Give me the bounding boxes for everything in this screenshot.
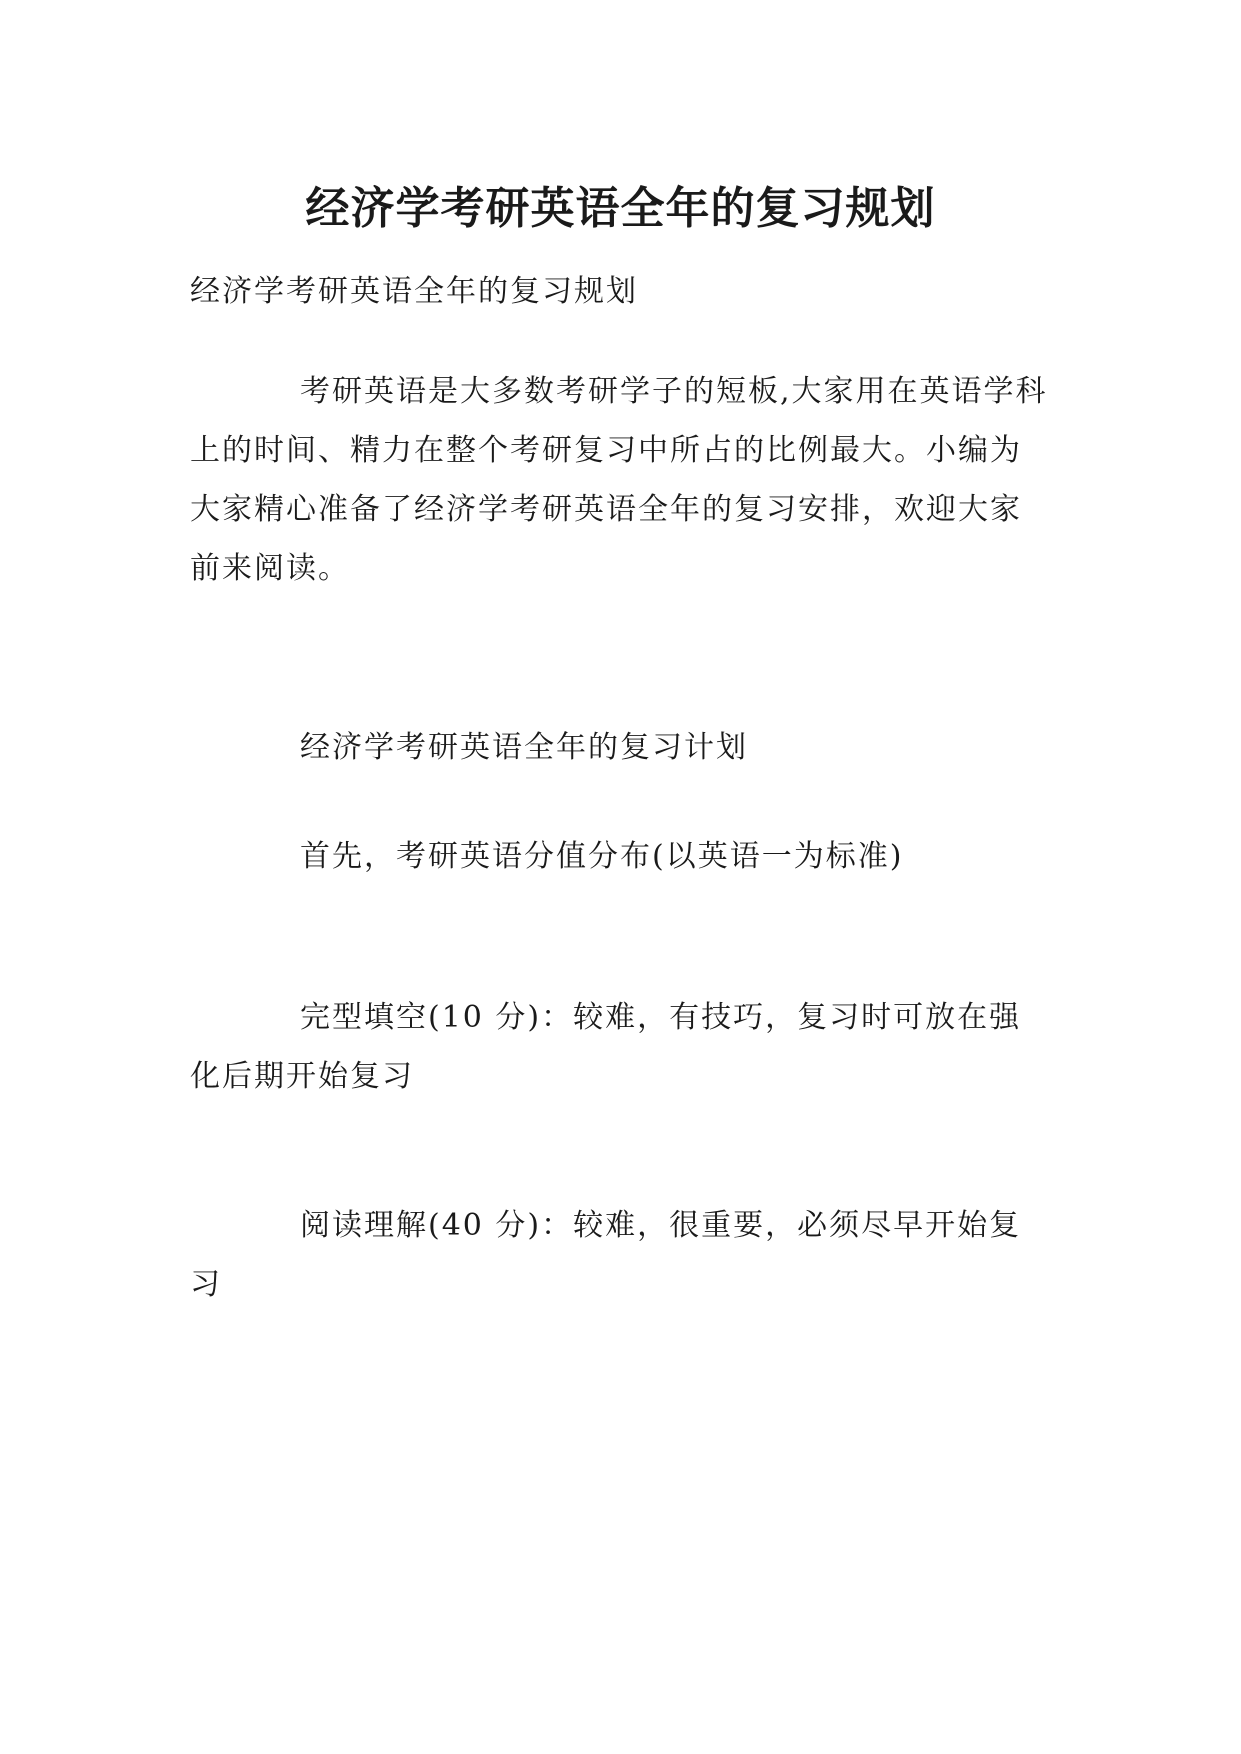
subtitle-paragraph: 经济学考研英语全年的复习规划	[190, 274, 638, 309]
document-title: 经济学考研英语全年的复习规划	[305, 183, 936, 235]
cloze-paragraph: 完型填空(10 分)：较难，有技巧，复习时可放在强化后期开始复习	[190, 1000, 1022, 1094]
section-heading-paragraph: 经济学考研英语全年的复习计划	[300, 730, 748, 765]
score-distribution-paragraph: 首先，考研英语分值分布(以英语一为标准)	[300, 839, 904, 874]
reading-paragraph: 阅读理解(40 分)：较难，很重要，必须尽早开始复习	[190, 1208, 1022, 1302]
intro-paragraph: 考研英语是大多数考研学子的短板,大家用在英语学科上的时间、精力在整个考研复习中所占的比例最大。小编为大家精心准备了经济学考研英语全年的复习安排，欢迎大家前来阅读。	[190, 374, 1048, 586]
